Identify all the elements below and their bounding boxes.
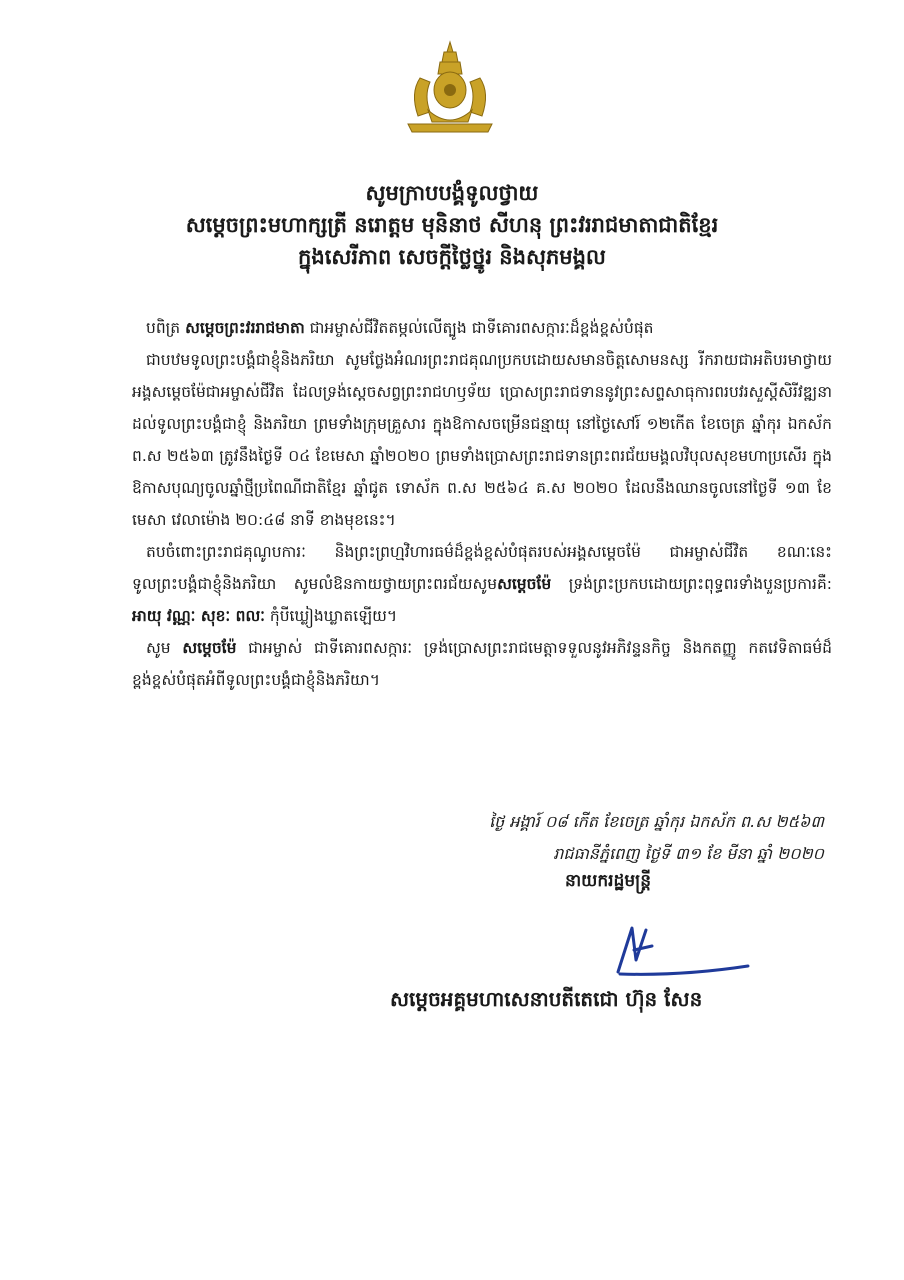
p3-text-e: កុំបីឃ្លៀងឃ្លាតឡើយ។ [264,607,398,625]
royal-emblem-icon [400,38,500,134]
p4-text-c: ជាអម្ចាស់ ជាទីគោរពសក្ការៈ ទ្រង់ប្រោសព្រះរាជមេត្តាទទួលនូវអភិវន្ទនកិច្ច និងកតញ្ញូ កតវេទិតាធម៌ដ៏ខ្ពង់ខ្ពស់បំផុតអំពីទូលព្រះបង្គំជាខ្ញុំនិងភរិយា។ [132,639,832,689]
p3-text-c: ទ្រង់ព្រះប្រកបដោយព្រះពុទ្ធពរទាំងបួនប្រការគឺ: [551,575,833,593]
p1-text-a: បពិត្រ [146,319,186,337]
letter-body [132,312,832,696]
p1-text-c: ជាអម្ចាស់ជីវិតតម្កល់លើត្បូង ជាទីគោរពសក្ការៈដ៏ខ្ពង់ខ្ពស់បំផុត [304,319,654,337]
p3-bold-d: អាយុ វណ្ណៈ សុខៈ ពលៈ [132,607,265,625]
paragraph-2: ជាបឋមទូលព្រះបង្គំជាខ្ញុំនិងភរិយា សូមថ្លែងអំណរព្រះរាជគុណប្រកបដោយសមានចិត្តសោមនស្ស រីករាយជាអតិបរមាថ្វាយអង្គសម្តេចម៉ែជាអម្ចាស់ជីវិត ដែលទ្រង់ស្តេចសព្វព្រះរាជហឫទ័យ ប្រោសព្រះរាជទាននូវព្រះសព្ទសាធុការពរបវរសួស្តីសិរីវឌ្ឍនាដល់ទូលព្រះបង្គំជាខ្ញុំ និងភរិយា ព្រមទាំងក្រុមគ្រួសារ ក្នុងឱកាសចម្រើនជន្មាយុ នៅថ្ងៃសៅរ៍ ១២កើត ខែចេត្រ ឆ្នាំកុរ ឯកស័ក ព.ស ២៥៦៣ ត្រូវនឹងថ្ងៃទី ០៤ ខែមេសា ឆ្នាំ២០២០ ព្រមទាំងប្រោសព្រះរាជទានព្រះពរជ័យមង្គលវិបុលសុខមហាប្រសើរ ក្នុងឱកាសបុណ្យចូលឆ្នាំថ្មីប្រពៃណីជាតិខ្មែរ ឆ្នាំជូត ទោស័ក ព.ស ២៥៦៤ គ.ស ២០២០ ដែលនឹងឈានចូលនៅថ្ងៃទី ១៣ ខែមេសា វេលាម៉ោង ២០:៤៨ នាទី ខាងមុខនេះ។ [132,351,832,529]
header-line-1: សូមក្រាបបង្គំទូលថ្វាយ [365,181,539,205]
paragraph-1 [132,312,832,344]
p3-bold-b: សម្តេចម៉ែ [497,575,552,593]
p4-bold: សម្តេចម៉ែ [182,639,237,657]
signature-icon [612,920,752,980]
date-lunar: ថ្ងៃ អង្គារ៍ ០៨ កើត ខែចេត្រ ឆ្នាំកុរ ឯកស័ក ព.ស ២៥៦៣ [489,812,824,831]
signer-name: សម្តេចអគ្គមហាសេនាបតីតេជោ ហ៊ុន សែន [390,987,703,1011]
p4-text-a: សូម [146,639,183,657]
p3-text-a: តបចំពោះព្រះរាជគុណូបការៈ និងព្រះព្រហ្មវិហារធម៌ដ៏ខ្ពង់ខ្ពស់បំផុតរបស់អង្គសម្តេចម៉ែ ជាអម្ចាស់ជីវិត ខណៈនេះទូលព្រះបង្គំជាខ្ញុំនិងភរិយា សូមលំឱនកាយថ្វាយព្រះពរជ័យសូម [132,543,832,593]
signer-title: នាយករដ្ឋមន្ត្រី [565,871,651,891]
date-solar: រាជធានីភ្នំពេញ ថ្ងៃទី ៣១ ខែ មីនា ឆ្នាំ ២០២០ [553,844,824,863]
paragraph-4 [132,632,832,696]
date-block [489,806,824,870]
header-line-2: សម្តេចព្រះមហាក្សត្រី នរោត្តម មុនិនាថ សីហនុ ព្រះវររាជមាតាជាតិខ្មែរ [185,213,719,237]
p1-bold: សម្តេចព្រះវររាជមាតា [185,319,305,337]
paragraph-3 [132,536,832,632]
header-line-3: ក្នុងសេរីភាព សេចក្តីថ្លៃថ្នូរ និងសុភមង្គល [298,245,606,269]
